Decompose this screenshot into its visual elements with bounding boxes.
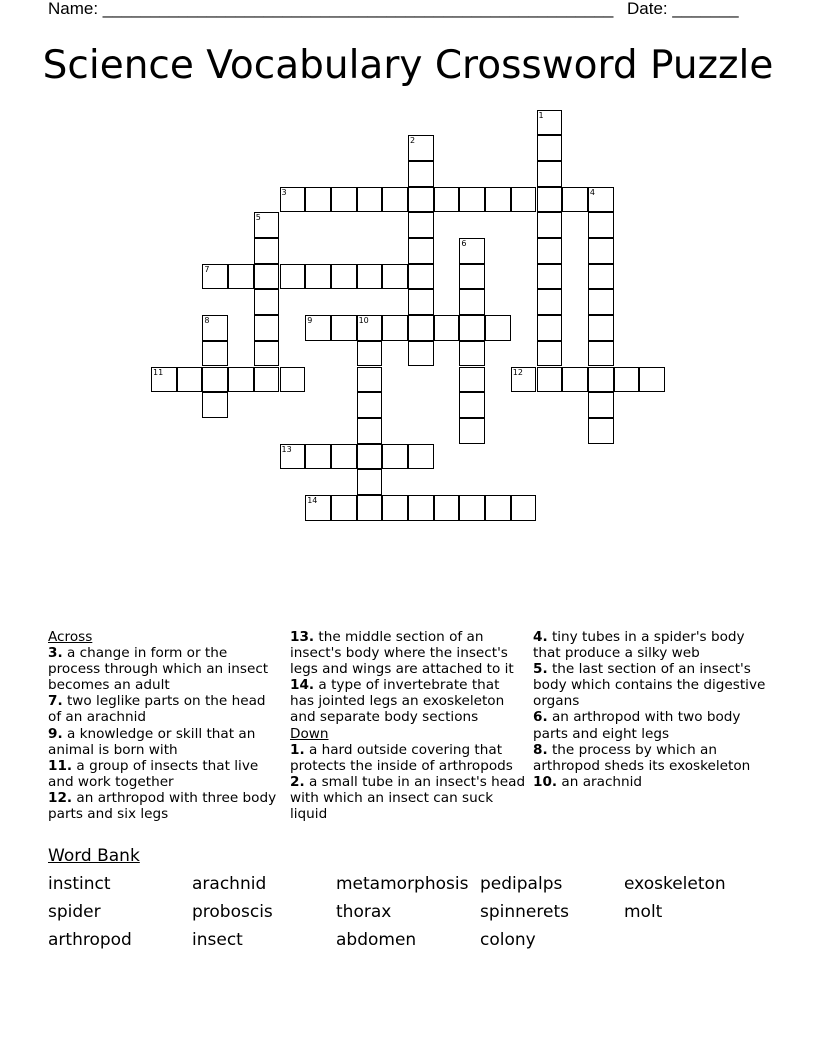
across-heading: Across bbox=[48, 629, 93, 645]
down-clue-5 bbox=[533, 661, 768, 709]
clue-number-label: 11 bbox=[153, 367, 164, 377]
crossword-cell[interactable] bbox=[537, 341, 563, 367]
crossword-cell[interactable] bbox=[537, 367, 563, 393]
clues-column-1 bbox=[48, 629, 280, 822]
crossword-cell[interactable] bbox=[537, 289, 563, 315]
crossword-cell[interactable] bbox=[382, 187, 408, 213]
crossword-cell[interactable] bbox=[357, 495, 383, 521]
crossword-cell[interactable] bbox=[357, 392, 383, 418]
page-title: Science Vocabulary Crossword Puzzle bbox=[42, 43, 774, 88]
clue-number: 2. bbox=[290, 773, 305, 790]
crossword-cell[interactable] bbox=[357, 315, 383, 341]
down-clue-8 bbox=[533, 742, 768, 774]
clue-number: 14. bbox=[290, 677, 315, 694]
crossword-cell[interactable] bbox=[254, 238, 280, 264]
crossword-cell[interactable] bbox=[305, 495, 331, 521]
crossword-cell[interactable] bbox=[254, 367, 280, 393]
crossword-cell[interactable] bbox=[254, 212, 280, 238]
word-bank-item: spinnerets bbox=[480, 902, 569, 922]
clue-text: an arthropod with two body parts and eight legs bbox=[533, 709, 741, 742]
crossword-cell[interactable] bbox=[588, 264, 614, 290]
word-bank-item: abdomen bbox=[336, 930, 417, 950]
crossword-cell[interactable] bbox=[588, 392, 614, 418]
word-bank-item: molt bbox=[624, 902, 663, 922]
crossword-cell[interactable] bbox=[485, 187, 511, 213]
clue-number: 8. bbox=[533, 741, 548, 758]
word-bank-item: thorax bbox=[336, 902, 392, 922]
clue-number-label: 4 bbox=[589, 187, 595, 197]
clue-text: a knowledge or skill that an animal is born with bbox=[48, 725, 256, 758]
crossword-cell[interactable] bbox=[280, 444, 306, 470]
clue-text: the process by which an arthropod sheds its exoskeleton bbox=[533, 741, 751, 774]
word-bank-item: exoskeleton bbox=[624, 874, 726, 894]
crossword-cell[interactable] bbox=[537, 135, 563, 161]
crossword-cell[interactable] bbox=[202, 341, 228, 367]
clue-text: a change in form or the process through which an insect becomes an adult bbox=[48, 645, 269, 694]
clue-text: a small tube in an insect's head with which an insect can suck liquid bbox=[290, 773, 526, 823]
word-bank-item: metamorphosis bbox=[336, 874, 469, 894]
crossword-cell[interactable] bbox=[228, 367, 254, 393]
crossword-cell[interactable] bbox=[331, 264, 357, 290]
clue-number-label: 8 bbox=[204, 316, 210, 326]
across-clue-13 bbox=[290, 629, 526, 677]
crossword-cell[interactable] bbox=[331, 187, 357, 213]
crossword-cell[interactable] bbox=[511, 367, 537, 393]
crossword-cell[interactable] bbox=[511, 495, 537, 521]
crossword-cell[interactable] bbox=[254, 264, 280, 290]
crossword-cell[interactable] bbox=[408, 341, 434, 367]
name-line: Name: ______________________________________________________ bbox=[48, 0, 614, 18]
clue-number-label: 12 bbox=[512, 367, 523, 377]
crossword-cell[interactable] bbox=[562, 367, 588, 393]
clue-text: a type of invertebrate that has jointed legs an exoskeleton and separate body sections bbox=[290, 677, 505, 726]
crossword-cell[interactable] bbox=[254, 315, 280, 341]
clue-text: the middle section of an insect's body where the insect's legs and wings are attached to it bbox=[290, 629, 514, 678]
clue-text: tiny tubes in a spider's body that produce a silky web bbox=[533, 629, 745, 662]
crossword-cell[interactable] bbox=[459, 341, 485, 367]
crossword-cell[interactable] bbox=[408, 187, 434, 213]
crossword-cell[interactable] bbox=[459, 367, 485, 393]
across-clue-11 bbox=[48, 758, 280, 790]
clue-number: 3. bbox=[48, 645, 63, 662]
crossword-cell[interactable] bbox=[331, 495, 357, 521]
crossword-cell[interactable] bbox=[408, 212, 434, 238]
down-clue-6 bbox=[533, 709, 768, 741]
crossword-cell[interactable] bbox=[434, 495, 460, 521]
clue-text: the last section of an insect's body which contains the digestive organs bbox=[533, 661, 766, 710]
crossword-cell[interactable] bbox=[305, 315, 331, 341]
crossword-cell[interactable] bbox=[280, 367, 306, 393]
word-bank-item: spider bbox=[48, 902, 101, 922]
crossword-cell[interactable] bbox=[459, 418, 485, 444]
down-clue-1 bbox=[290, 742, 526, 774]
crossword-cell[interactable] bbox=[331, 444, 357, 470]
crossword-cell[interactable] bbox=[537, 187, 563, 213]
crossword-cell[interactable] bbox=[537, 238, 563, 264]
crossword-cell[interactable] bbox=[588, 212, 614, 238]
crossword-cell[interactable] bbox=[434, 315, 460, 341]
crossword-cell[interactable] bbox=[357, 367, 383, 393]
crossword-cell[interactable] bbox=[408, 444, 434, 470]
crossword-cell[interactable] bbox=[254, 341, 280, 367]
crossword-cell[interactable] bbox=[639, 367, 665, 393]
clue-number-label: 2 bbox=[410, 136, 416, 146]
clue-text: two leglike parts on the head of an arachnid bbox=[48, 693, 266, 726]
clue-number: 12. bbox=[48, 789, 73, 806]
down-heading: Down bbox=[290, 725, 329, 742]
down-clue-2 bbox=[290, 774, 526, 822]
crossword-cell[interactable] bbox=[562, 187, 588, 213]
crossword-cell[interactable] bbox=[280, 264, 306, 290]
crossword-cell[interactable] bbox=[511, 187, 537, 213]
crossword-cell[interactable] bbox=[202, 264, 228, 290]
crossword-cell[interactable] bbox=[177, 367, 203, 393]
clue-number: 6. bbox=[533, 709, 548, 726]
across-clue-3 bbox=[48, 645, 280, 693]
clues-column-2 bbox=[290, 629, 526, 822]
crossword-cell[interactable] bbox=[588, 187, 614, 213]
crossword-cell[interactable] bbox=[459, 264, 485, 290]
crossword-cell[interactable] bbox=[459, 238, 485, 264]
clue-number-label: 7 bbox=[204, 264, 210, 274]
crossword-cell[interactable] bbox=[280, 187, 306, 213]
crossword-cell[interactable] bbox=[537, 110, 563, 136]
clue-number-label: 9 bbox=[307, 316, 313, 326]
across-clue-12 bbox=[48, 790, 280, 822]
clue-number: 11. bbox=[48, 757, 73, 774]
across-clue-7 bbox=[48, 693, 280, 725]
crossword-cell[interactable] bbox=[254, 289, 280, 315]
crossword-cell[interactable] bbox=[588, 367, 614, 393]
crossword-cell[interactable] bbox=[434, 187, 460, 213]
clue-number-label: 1 bbox=[538, 110, 544, 120]
word-bank-title: Word Bank bbox=[48, 846, 140, 866]
crossword-cell[interactable] bbox=[151, 367, 177, 393]
crossword-cell[interactable] bbox=[202, 367, 228, 393]
crossword-cell[interactable] bbox=[537, 315, 563, 341]
crossword-cell[interactable] bbox=[382, 264, 408, 290]
word-bank-item: instinct bbox=[48, 874, 111, 894]
clue-number: 1. bbox=[290, 741, 305, 758]
clue-text: an arthropod with three body parts and six legs bbox=[48, 789, 277, 823]
crossword-cell[interactable] bbox=[588, 315, 614, 341]
crossword-cell[interactable] bbox=[408, 238, 434, 264]
crossword-cell[interactable] bbox=[588, 238, 614, 264]
crossword-cell[interactable] bbox=[382, 315, 408, 341]
crossword-cell[interactable] bbox=[357, 418, 383, 444]
crossword-cell[interactable] bbox=[459, 495, 485, 521]
clue-number-label: 5 bbox=[255, 213, 261, 223]
crossword-cell[interactable] bbox=[305, 264, 331, 290]
crossword-cell[interactable] bbox=[305, 444, 331, 470]
across-clue-9 bbox=[48, 726, 280, 758]
clues-column-3 bbox=[533, 629, 768, 790]
crossword-cell[interactable] bbox=[331, 315, 357, 341]
word-bank-item: arthropod bbox=[48, 930, 132, 950]
crossword-cell[interactable] bbox=[202, 315, 228, 341]
crossword-cell[interactable] bbox=[408, 495, 434, 521]
crossword-cell[interactable] bbox=[408, 161, 434, 187]
crossword-cell[interactable] bbox=[614, 367, 640, 393]
down-clue-10 bbox=[533, 774, 768, 790]
crossword-cell[interactable] bbox=[357, 264, 383, 290]
down-clue-4 bbox=[533, 629, 768, 661]
crossword-cell[interactable] bbox=[537, 264, 563, 290]
crossword-cell[interactable] bbox=[357, 187, 383, 213]
clue-number-label: 6 bbox=[461, 239, 467, 248]
crossword-cell[interactable] bbox=[202, 392, 228, 418]
clue-number-label: 3 bbox=[281, 187, 287, 197]
crossword-cell[interactable] bbox=[459, 187, 485, 213]
crossword-cell[interactable] bbox=[357, 469, 383, 495]
clue-text: an arachnid bbox=[561, 773, 643, 790]
across-clue-14 bbox=[290, 677, 526, 725]
crossword-cell[interactable] bbox=[459, 392, 485, 418]
clue-number-label: 10 bbox=[358, 316, 369, 326]
crossword-cell[interactable] bbox=[537, 212, 563, 238]
crossword-cell[interactable] bbox=[588, 418, 614, 444]
crossword-cell[interactable] bbox=[357, 341, 383, 367]
clue-number-label: 14 bbox=[307, 496, 318, 505]
crossword-cell[interactable] bbox=[588, 341, 614, 367]
crossword-cell[interactable] bbox=[382, 444, 408, 470]
word-bank-item: insect bbox=[192, 930, 243, 950]
crossword-cell[interactable] bbox=[305, 187, 331, 213]
crossword-cell[interactable] bbox=[408, 315, 434, 341]
crossword-cell[interactable] bbox=[408, 264, 434, 290]
crossword-cell[interactable] bbox=[537, 161, 563, 187]
clue-number-label: 13 bbox=[281, 444, 292, 454]
clue-text: a hard outside covering that protects the inside of arthropods bbox=[290, 741, 513, 774]
crossword-cell[interactable] bbox=[588, 289, 614, 315]
word-bank-item: proboscis bbox=[192, 902, 273, 922]
clue-number: 4. bbox=[533, 629, 548, 645]
crossword-cell[interactable] bbox=[485, 495, 511, 521]
crossword-cell[interactable] bbox=[459, 315, 485, 341]
crossword-cell[interactable] bbox=[408, 289, 434, 315]
date-line: Date: _______ bbox=[627, 0, 739, 18]
crossword-cell[interactable] bbox=[485, 315, 511, 341]
crossword-cell[interactable] bbox=[357, 444, 383, 470]
clue-number: 13. bbox=[290, 629, 315, 645]
clue-number: 9. bbox=[48, 725, 63, 742]
word-bank-item: pedipalps bbox=[480, 874, 563, 894]
word-bank-item: colony bbox=[480, 930, 536, 950]
word-bank-item: arachnid bbox=[192, 874, 267, 894]
clue-number: 7. bbox=[48, 693, 63, 710]
clue-text: a group of insects that live and work together bbox=[48, 757, 259, 790]
crossword-cell[interactable] bbox=[459, 289, 485, 315]
crossword-cell[interactable] bbox=[382, 495, 408, 521]
crossword-cell[interactable] bbox=[408, 135, 434, 161]
clue-number: 5. bbox=[533, 661, 548, 678]
crossword-cell[interactable] bbox=[228, 264, 254, 290]
clue-number: 10. bbox=[533, 773, 558, 790]
